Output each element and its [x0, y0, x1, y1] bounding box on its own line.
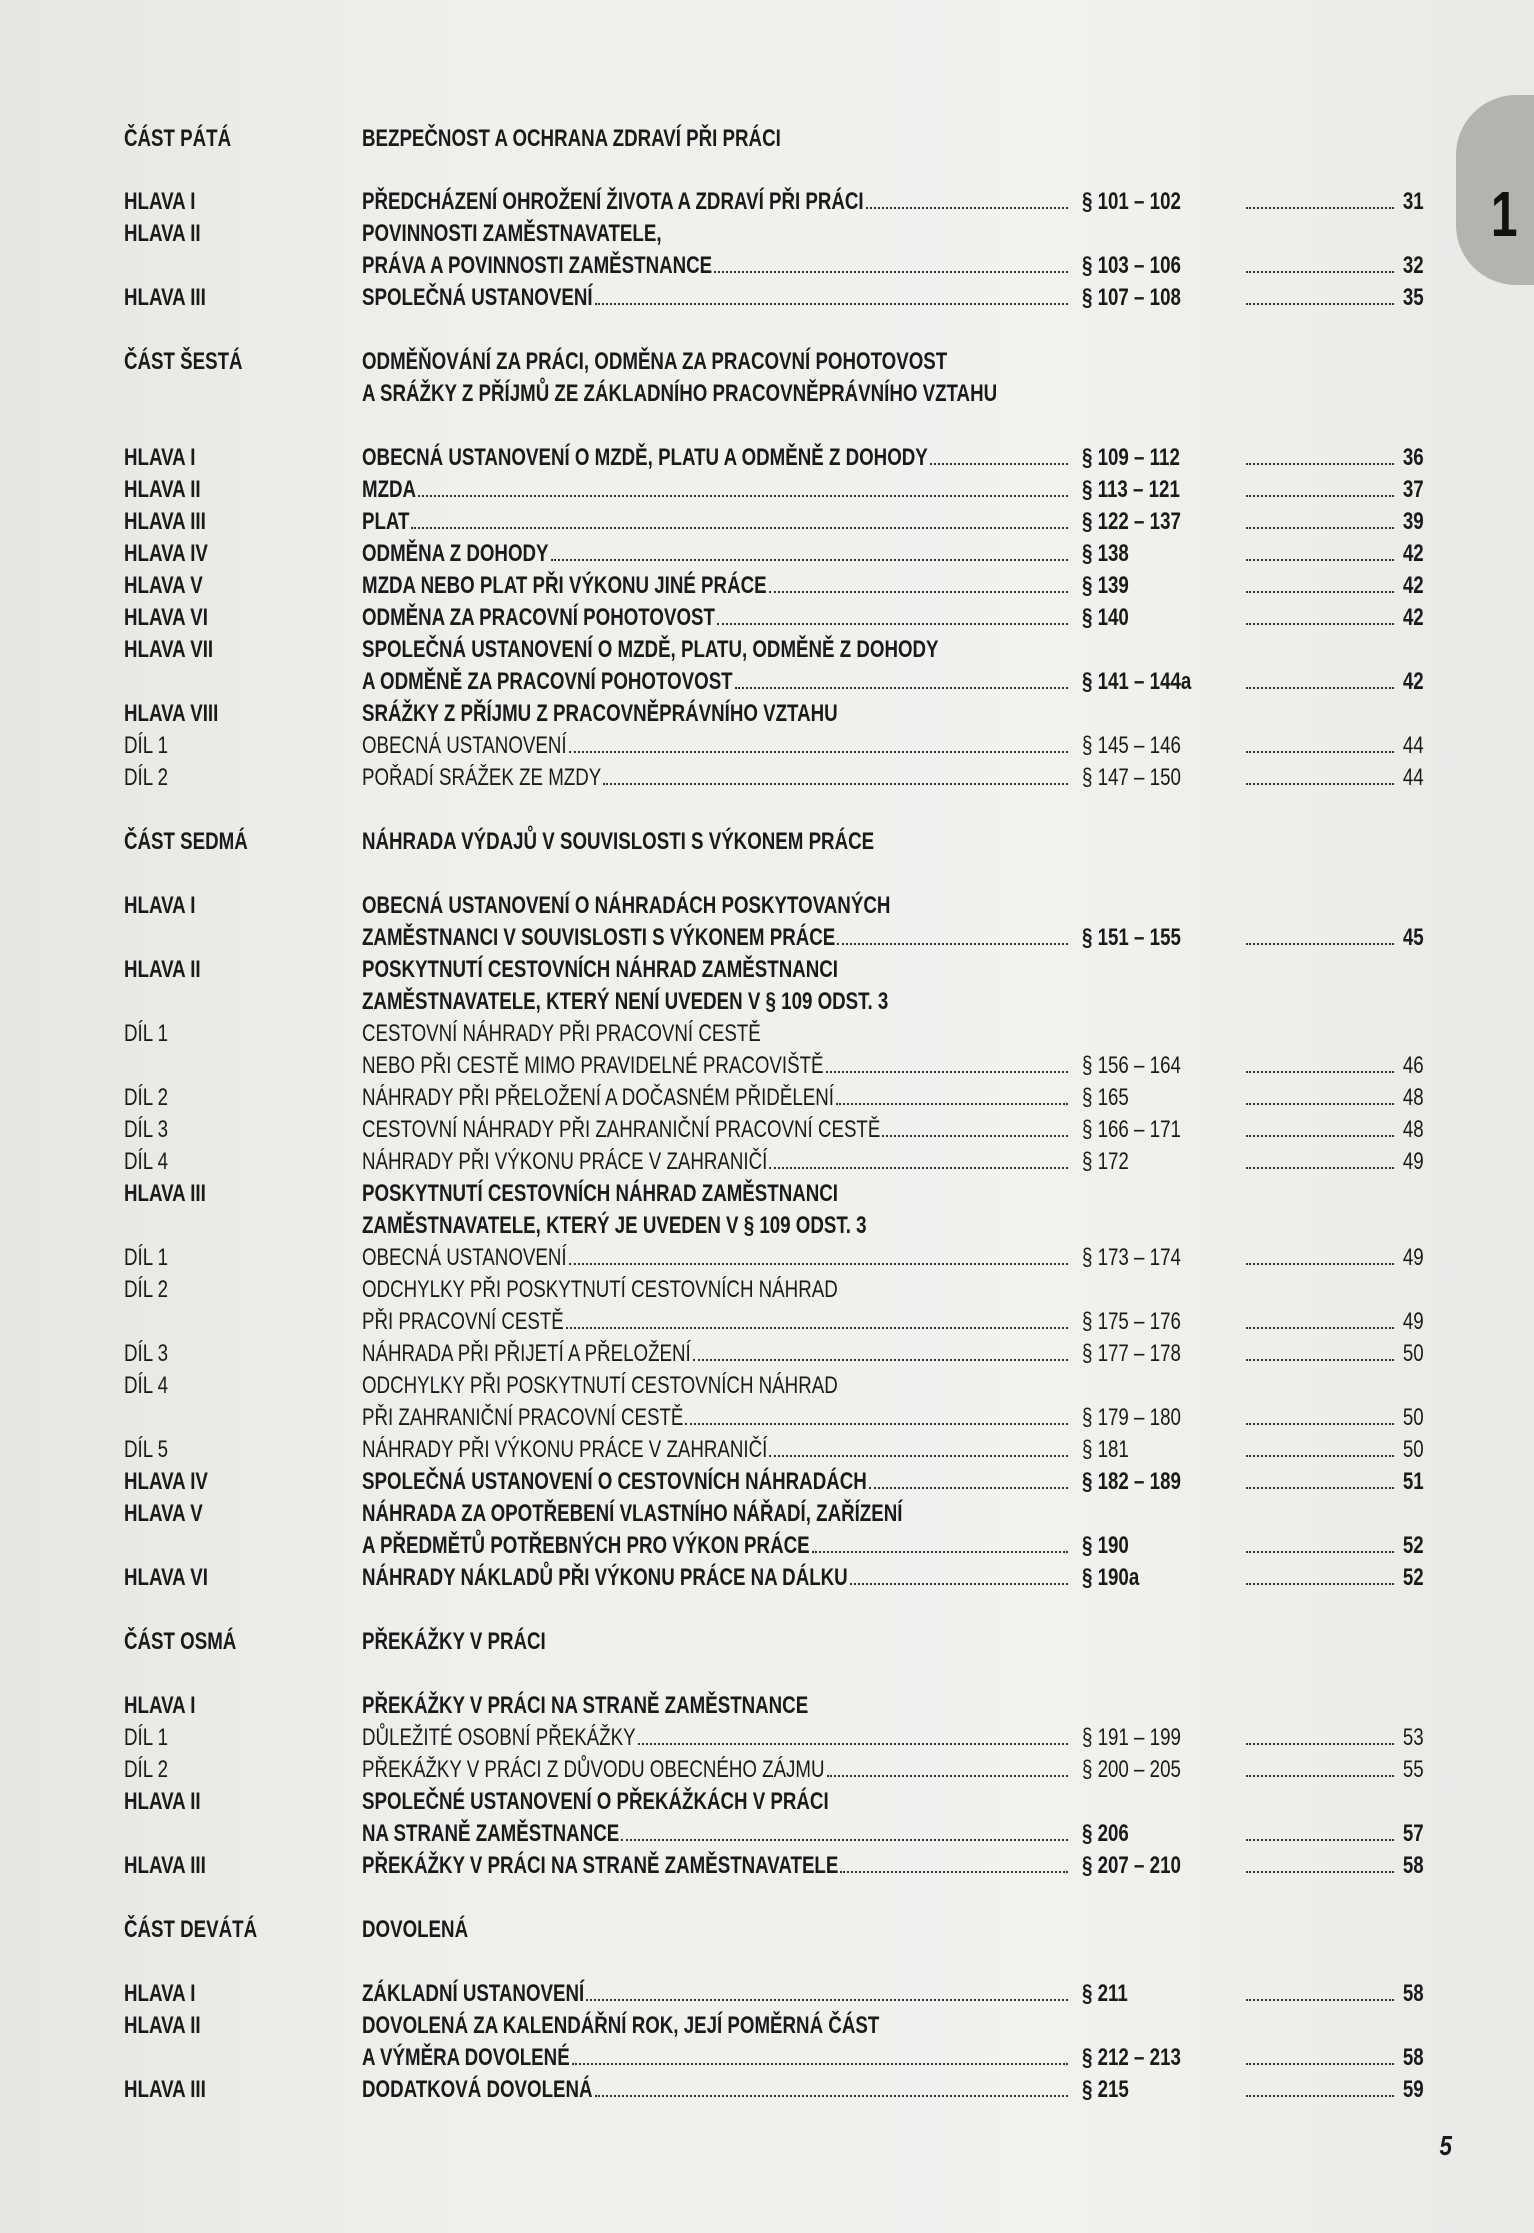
toc-title: ODMĚNA Z DOHODY: [362, 540, 549, 567]
toc-title: NÁHRADY PŘI VÝKONU PRÁCE V ZAHRANIČÍ: [362, 1436, 768, 1463]
toc-entry: [0, 506, 1534, 538]
leader-dots: [850, 1583, 1068, 1585]
toc-title: OBECNÁ USTANOVENÍ: [362, 732, 567, 759]
toc-entry: [0, 1370, 1534, 1402]
leader-dots-page: [1246, 1551, 1394, 1553]
leader-dots-page: [1246, 527, 1394, 529]
toc-page-number: 53: [1403, 1724, 1424, 1751]
leader-dots-page: [1246, 207, 1394, 209]
toc-paragraph-range: § 182 – 189: [1082, 1468, 1181, 1495]
toc-paragraph-range: § 172: [1082, 1148, 1129, 1175]
toc-entry: [0, 1466, 1534, 1498]
toc-page-number: 45: [1403, 924, 1424, 951]
toc-section-label: ČÁST OSMÁ: [124, 1628, 237, 1655]
toc-page-number: 55: [1403, 1756, 1424, 1783]
toc-title: OBECNÁ USTANOVENÍ O NÁHRADÁCH POSKYTOVANÝCH: [362, 892, 891, 919]
toc-entry: [0, 954, 1534, 986]
leader-dots: [836, 1103, 1068, 1105]
leader-dots-page: [1246, 1743, 1394, 1745]
toc-page-number: 50: [1403, 1404, 1424, 1431]
toc-section-label: HLAVA II: [124, 476, 201, 503]
toc-entry: [0, 1754, 1534, 1786]
leader-dots-page: [1246, 1359, 1394, 1361]
toc-title: SPOLEČNÉ USTANOVENÍ O PŘEKÁŽKÁCH V PRÁCI: [362, 1788, 829, 1815]
toc-entry: [0, 378, 1534, 410]
leader-dots-page: [1246, 463, 1394, 465]
leader-dots-page: [1246, 943, 1394, 945]
toc-title: ZAMĚSTNAVATELE, KTERÝ JE UVEDEN V § 109 ODST. 3: [362, 1212, 867, 1239]
toc-title: ZÁKLADNÍ USTANOVENÍ: [362, 1980, 585, 2007]
toc-page-number: 37: [1403, 476, 1424, 503]
toc-title: DOVOLENÁ ZA KALENDÁŘNÍ ROK, JEJÍ POMĚRNÁ ČÁST: [362, 2012, 880, 2039]
toc-section-label: HLAVA VIII: [124, 700, 219, 727]
toc-entry: [0, 442, 1534, 474]
toc-title: PŘI PRACOVNÍ CESTĚ: [362, 1308, 564, 1335]
toc-page-number: 49: [1403, 1308, 1424, 1335]
toc-entry: [0, 1402, 1534, 1434]
toc-section-label: HLAVA I: [124, 444, 196, 471]
toc-title: PRÁVA A POVINNOSTI ZAMĚSTNANCE: [362, 252, 713, 279]
toc-title: PŘEKÁŽKY V PRÁCI NA STRANĚ ZAMĚSTNAVATELE: [362, 1852, 839, 1879]
toc-title: NÁHRADY PŘI VÝKONU PRÁCE V ZAHRANIČÍ: [362, 1148, 768, 1175]
toc-page-number: 52: [1403, 1564, 1424, 1591]
toc-paragraph-range: § 145 – 146: [1082, 732, 1181, 759]
toc-page-number: 48: [1403, 1084, 1424, 1111]
toc-page-number: 57: [1403, 1820, 1424, 1847]
toc-title: DŮLEŽITÉ OSOBNÍ PŘEKÁŽKY: [362, 1724, 636, 1751]
toc-entry: [0, 602, 1534, 634]
leader-dots-page: [1246, 1455, 1394, 1457]
toc-title: OBECNÁ USTANOVENÍ O MZDĚ, PLATU A ODMĚNĚ Z DOHODY: [362, 444, 928, 471]
leader-dots-page: [1246, 623, 1394, 625]
toc-section-label: HLAVA I: [124, 188, 196, 215]
chapter-tab-number: 1: [1491, 178, 1518, 250]
toc-entry: [0, 1050, 1534, 1082]
toc-title: MZDA NEBO PLAT PŘI VÝKONU JINÉ PRÁCE: [362, 572, 767, 599]
toc-entry: [0, 218, 1534, 250]
toc-paragraph-range: § 166 – 171: [1082, 1116, 1181, 1143]
toc-paragraph-range: § 141 – 144a: [1082, 668, 1192, 695]
toc-section-label: DÍL 3: [124, 1340, 169, 1367]
toc-title: NÁHRADA ZA OPOTŘEBENÍ VLASTNÍHO NÁŘADÍ, ZAŘÍZENÍ: [362, 1500, 903, 1527]
leader-dots-page: [1246, 1103, 1394, 1105]
toc-entry: [0, 123, 1534, 155]
toc-title: NÁHRADY PŘI PŘELOŽENÍ A DOČASNÉM PŘIDĚLENÍ: [362, 1084, 834, 1111]
toc-entry: [0, 250, 1534, 282]
toc-page-number: 48: [1403, 1116, 1424, 1143]
toc-title: SPOLEČNÁ USTANOVENÍ: [362, 284, 593, 311]
toc-paragraph-range: § 109 – 112: [1082, 444, 1180, 471]
toc-title: DOVOLENÁ: [362, 1916, 469, 1943]
toc-title: ODCHYLKY PŘI POSKYTNUTÍ CESTOVNÍCH NÁHRAD: [362, 1372, 838, 1399]
toc-page-number: 42: [1403, 604, 1424, 631]
toc-section-label: HLAVA II: [124, 2012, 201, 2039]
toc-title: A PŘEDMĚTŮ POTŘEBNÝCH PRO VÝKON PRÁCE: [362, 1532, 810, 1559]
toc-title: POŘADÍ SRÁŽEK ZE MZDY: [362, 764, 602, 791]
toc-paragraph-range: § 181: [1082, 1436, 1129, 1463]
leader-dots-page: [1246, 1423, 1394, 1425]
leader-dots: [566, 1327, 1068, 1329]
toc-page-number: 49: [1403, 1244, 1424, 1271]
toc-title: ZAMĚSTNAVATELE, KTERÝ NENÍ UVEDEN V § 109 ODST. 3: [362, 988, 889, 1015]
toc-entry: [0, 2010, 1534, 2042]
toc-entry: [0, 1626, 1534, 1658]
toc-section-label: HLAVA VII: [124, 636, 214, 663]
toc-page-number: 50: [1403, 1436, 1424, 1463]
leader-dots: [882, 1135, 1068, 1137]
toc-section-label: HLAVA I: [124, 892, 196, 919]
toc-entry: [0, 1338, 1534, 1370]
toc-section-label: HLAVA III: [124, 508, 206, 535]
toc-paragraph-range: § 101 – 102: [1082, 188, 1181, 215]
leader-dots: [603, 783, 1068, 785]
toc-section-label: DÍL 5: [124, 1436, 169, 1463]
toc-paragraph-range: § 173 – 174: [1082, 1244, 1181, 1271]
leader-dots-page: [1246, 1999, 1394, 2001]
toc-paragraph-range: § 190a: [1082, 1564, 1140, 1591]
toc-entry: [0, 1690, 1534, 1722]
leader-dots: [717, 623, 1068, 625]
toc-title: ODMĚŇOVÁNÍ ZA PRÁCI, ODMĚNA ZA PRACOVNÍ POHOTOVOST: [362, 348, 948, 375]
toc-title: PŘI ZAHRANIČNÍ PRACOVNÍ CESTĚ: [362, 1404, 684, 1431]
toc-section-label: DÍL 1: [124, 1244, 169, 1271]
toc-entry: [0, 474, 1534, 506]
toc-entry: [0, 1722, 1534, 1754]
toc-entry: [0, 986, 1534, 1018]
leader-dots: [769, 591, 1068, 593]
toc-entry: [0, 538, 1534, 570]
toc-entry: [0, 1210, 1534, 1242]
toc-title: POSKYTNUTÍ CESTOVNÍCH NÁHRAD ZAMĚSTNANCI: [362, 956, 838, 983]
toc-page-number: 35: [1403, 284, 1424, 311]
toc-paragraph-range: § 122 – 137: [1082, 508, 1181, 535]
leader-dots-page: [1246, 1839, 1394, 1841]
toc-section-label: HLAVA III: [124, 284, 206, 311]
toc-title: CESTOVNÍ NÁHRADY PŘI ZAHRANIČNÍ PRACOVNÍ CESTĚ: [362, 1116, 881, 1143]
leader-dots-page: [1246, 687, 1394, 689]
toc-title: PLAT: [362, 508, 410, 535]
toc-paragraph-range: § 175 – 176: [1082, 1308, 1181, 1335]
toc-entry: [0, 634, 1534, 666]
leader-dots-page: [1246, 1583, 1394, 1585]
toc-entry: [0, 1786, 1534, 1818]
toc-entry: [0, 2074, 1534, 2106]
toc-entry: [0, 1082, 1534, 1114]
leader-dots-page: [1246, 783, 1394, 785]
toc-section-label: DÍL 1: [124, 732, 169, 759]
leader-dots-page: [1246, 303, 1394, 305]
leader-dots-page: [1246, 1871, 1394, 1873]
toc-page-number: 49: [1403, 1148, 1424, 1175]
toc-title: A VÝMĚRA DOVOLENÉ: [362, 2044, 570, 2071]
toc-page-number: 58: [1403, 1980, 1424, 2007]
toc-paragraph-range: § 212 – 213: [1082, 2044, 1181, 2071]
toc-entry: [0, 1242, 1534, 1274]
toc-paragraph-range: § 151 – 155: [1082, 924, 1181, 951]
toc-paragraph-range: § 138: [1082, 540, 1129, 567]
toc-entry: [0, 698, 1534, 730]
leader-dots: [418, 495, 1068, 497]
toc-paragraph-range: § 177 – 178: [1082, 1340, 1181, 1367]
toc-paragraph-range: § 179 – 180: [1082, 1404, 1181, 1431]
toc-section-label: HLAVA I: [124, 1692, 196, 1719]
toc-entry: [0, 1146, 1534, 1178]
leader-dots-page: [1246, 1167, 1394, 1169]
toc-entry: [0, 2042, 1534, 2074]
leader-dots: [595, 2095, 1068, 2097]
toc-title: ODCHYLKY PŘI POSKYTNUTÍ CESTOVNÍCH NÁHRAD: [362, 1276, 838, 1303]
toc-entry: [0, 1434, 1534, 1466]
toc-entry: [0, 890, 1534, 922]
leader-dots: [551, 559, 1069, 561]
leader-dots: [638, 1743, 1068, 1745]
toc-page-number: 36: [1403, 444, 1424, 471]
toc-section-label: HLAVA VI: [124, 1564, 208, 1591]
leader-dots-page: [1246, 751, 1394, 753]
toc-page-number: 42: [1403, 572, 1424, 599]
toc-paragraph-range: § 103 – 106: [1082, 252, 1181, 279]
toc-title: PŘEKÁŽKY V PRÁCI Z DŮVODU OBECNÉHO ZÁJMU: [362, 1756, 825, 1783]
toc-entry: [0, 1562, 1534, 1594]
toc-paragraph-range: § 165: [1082, 1084, 1129, 1111]
toc-section-label: HLAVA III: [124, 1180, 206, 1207]
toc-entry: [0, 1818, 1534, 1850]
toc-paragraph-range: § 156 – 164: [1082, 1052, 1181, 1079]
toc-entry: [0, 1850, 1534, 1882]
toc-section-label: DÍL 2: [124, 764, 169, 791]
toc-title: NÁHRADY NÁKLADŮ PŘI VÝKONU PRÁCE NA DÁLKU: [362, 1564, 848, 1591]
toc-section-label: HLAVA II: [124, 956, 201, 983]
toc-paragraph-range: § 113 – 121: [1082, 476, 1180, 503]
toc-entry: [0, 570, 1534, 602]
leader-dots: [812, 1551, 1068, 1553]
toc-section-label: HLAVA III: [124, 1852, 206, 1879]
toc-paragraph-range: § 140: [1082, 604, 1129, 631]
toc-section-label: DÍL 4: [124, 1372, 169, 1399]
toc-section-label: DÍL 3: [124, 1116, 169, 1143]
leader-dots: [827, 1775, 1068, 1777]
toc-title: SPOLEČNÁ USTANOVENÍ O MZDĚ, PLATU, ODMĚNĚ Z DOHODY: [362, 636, 939, 663]
toc-title: ZAMĚSTNANCI V SOUVISLOSTI S VÝKONEM PRÁCE: [362, 924, 836, 951]
toc-entry: [0, 1978, 1534, 2010]
toc-title: CESTOVNÍ NÁHRADY PŘI PRACOVNÍ CESTĚ: [362, 1020, 761, 1047]
toc-section-label: HLAVA I: [124, 1980, 196, 2007]
toc-section-label: HLAVA II: [124, 1788, 201, 1815]
toc-title: PŘEDCHÁZENÍ OHROŽENÍ ŽIVOTA A ZDRAVÍ PŘI PRÁCI: [362, 188, 864, 215]
leader-dots: [826, 1071, 1069, 1073]
toc-page-number: 58: [1403, 2044, 1424, 2071]
leader-dots: [572, 2063, 1068, 2065]
toc-section-label: DÍL 2: [124, 1276, 169, 1303]
toc-page-number: 59: [1403, 2076, 1424, 2103]
leader-dots: [869, 1487, 1068, 1489]
toc-section-label: DÍL 1: [124, 1020, 169, 1047]
leader-dots: [735, 687, 1068, 689]
toc-entry: [0, 666, 1534, 698]
toc-section-label: HLAVA IV: [124, 1468, 208, 1495]
leader-dots: [569, 1263, 1068, 1265]
toc-title: MZDA: [362, 476, 417, 503]
toc-title: SRÁŽKY Z PŘÍJMU Z PRACOVNĚPRÁVNÍHO VZTAHU: [362, 700, 838, 727]
toc-section-label: HLAVA III: [124, 2076, 206, 2103]
toc-paragraph-range: § 190: [1082, 1532, 1129, 1559]
toc-entry: [0, 282, 1534, 314]
toc-title: BEZPEČNOST A OCHRANA ZDRAVÍ PŘI PRÁCI: [362, 125, 781, 152]
leader-dots-page: [1246, 2063, 1394, 2065]
toc-paragraph-range: § 139: [1082, 572, 1129, 599]
toc-entry: [0, 922, 1534, 954]
leader-dots-page: [1246, 271, 1394, 273]
toc-paragraph-range: § 215: [1082, 2076, 1129, 2103]
toc-section-label: HLAVA II: [124, 220, 201, 247]
toc-section-label: HLAVA IV: [124, 540, 208, 567]
leader-dots: [586, 1999, 1068, 2001]
toc-section-label: ČÁST DEVÁTÁ: [124, 1916, 258, 1943]
leader-dots-page: [1246, 1775, 1394, 1777]
leader-dots-page: [1246, 1487, 1394, 1489]
leader-dots: [595, 303, 1068, 305]
toc-title: SPOLEČNÁ USTANOVENÍ O CESTOVNÍCH NÁHRADÁCH: [362, 1468, 867, 1495]
toc-entry: [0, 1914, 1534, 1946]
toc-page-number: 50: [1403, 1340, 1424, 1367]
toc-title: NÁHRADA PŘI PŘIJETÍ A PŘELOŽENÍ: [362, 1340, 691, 1367]
toc-entry: [0, 1306, 1534, 1338]
toc-section-label: HLAVA V: [124, 1500, 203, 1527]
leader-dots-page: [1246, 2095, 1394, 2097]
toc-page-number: 31: [1403, 188, 1424, 215]
toc-paragraph-range: § 191 – 199: [1082, 1724, 1181, 1751]
toc-paragraph-range: § 107 – 108: [1082, 284, 1181, 311]
toc-page-number: 51: [1403, 1468, 1424, 1495]
toc-title: A ODMĚNĚ ZA PRACOVNÍ POHOTOVOST: [362, 668, 733, 695]
leader-dots: [930, 463, 1068, 465]
toc-section-label: ČÁST PÁTÁ: [124, 125, 232, 152]
leader-dots-page: [1246, 591, 1394, 593]
leader-dots-page: [1246, 1327, 1394, 1329]
leader-dots: [769, 1455, 1068, 1457]
toc-page-number: 42: [1403, 668, 1424, 695]
toc-paragraph-range: § 200 – 205: [1082, 1756, 1181, 1783]
leader-dots-page: [1246, 1263, 1394, 1265]
leader-dots: [693, 1359, 1068, 1361]
toc-entry: [0, 186, 1534, 218]
leader-dots-page: [1246, 559, 1394, 561]
leader-dots: [411, 527, 1068, 529]
leader-dots: [621, 1839, 1068, 1841]
toc-section-label: DÍL 2: [124, 1084, 169, 1111]
toc-entry: [0, 730, 1534, 762]
toc-entry: [0, 1178, 1534, 1210]
toc-title: PŘEKÁŽKY V PRÁCI: [362, 1628, 546, 1655]
toc-entry: [0, 346, 1534, 378]
toc-title: NÁHRADA VÝDAJŮ V SOUVISLOSTI S VÝKONEM PRÁCE: [362, 828, 875, 855]
leader-dots: [685, 1423, 1068, 1425]
leader-dots-page: [1246, 1071, 1394, 1073]
toc-page-number: 58: [1403, 1852, 1424, 1879]
toc-section-label: ČÁST SEDMÁ: [124, 828, 248, 855]
toc-title: NEBO PŘI CESTĚ MIMO PRAVIDELNÉ PRACOVIŠTĚ: [362, 1052, 824, 1079]
toc-page-number: 44: [1403, 764, 1424, 791]
toc-page-number: 44: [1403, 732, 1424, 759]
toc-entry: [0, 1018, 1534, 1050]
toc-title: OBECNÁ USTANOVENÍ: [362, 1244, 567, 1271]
toc-title: ODMĚNA ZA PRACOVNÍ POHOTOVOST: [362, 604, 715, 631]
toc-page-number: 42: [1403, 540, 1424, 567]
toc-section-label: ČÁST ŠESTÁ: [124, 348, 243, 375]
leader-dots-page: [1246, 1135, 1394, 1137]
toc-section-label: DÍL 4: [124, 1148, 169, 1175]
toc-page-number: 32: [1403, 252, 1424, 279]
page-number: 5: [1439, 2130, 1453, 2161]
toc-paragraph-range: § 207 – 210: [1082, 1852, 1181, 1879]
toc-entry: [0, 762, 1534, 794]
toc-section-label: DÍL 2: [124, 1756, 169, 1783]
toc-section-label: HLAVA V: [124, 572, 203, 599]
toc-title: A SRÁŽKY Z PŘÍJMŮ ZE ZÁKLADNÍHO PRACOVNĚPRÁVNÍHO VZTAHU: [362, 380, 998, 407]
toc-entry: [0, 826, 1534, 858]
toc-entry: [0, 1114, 1534, 1146]
toc-page-number: 46: [1403, 1052, 1424, 1079]
leader-dots-page: [1246, 495, 1394, 497]
toc-paragraph-range: § 211: [1082, 1980, 1128, 2007]
leader-dots: [569, 751, 1068, 753]
leader-dots: [866, 207, 1068, 209]
toc-entry: [0, 1274, 1534, 1306]
toc-paragraph-range: § 206: [1082, 1820, 1129, 1847]
toc-section-label: HLAVA VI: [124, 604, 208, 631]
toc-paragraph-range: § 147 – 150: [1082, 764, 1181, 791]
leader-dots: [840, 1871, 1068, 1873]
toc-title: POSKYTNUTÍ CESTOVNÍCH NÁHRAD ZAMĚSTNANCI: [362, 1180, 838, 1207]
toc-title: POVINNOSTI ZAMĚSTNAVATELE,: [362, 220, 662, 247]
toc-title: DODATKOVÁ DOVOLENÁ: [362, 2076, 593, 2103]
toc-section-label: DÍL 1: [124, 1724, 169, 1751]
leader-dots: [769, 1167, 1068, 1169]
toc-entry: [0, 1530, 1534, 1562]
leader-dots: [714, 271, 1068, 273]
leader-dots: [837, 943, 1068, 945]
toc-title: NA STRANĚ ZAMĚSTNANCE: [362, 1820, 620, 1847]
toc-entry: [0, 1498, 1534, 1530]
toc-page-number: 52: [1403, 1532, 1424, 1559]
toc-page-number: 39: [1403, 508, 1424, 535]
toc-title: PŘEKÁŽKY V PRÁCI NA STRANĚ ZAMĚSTNANCE: [362, 1692, 809, 1719]
